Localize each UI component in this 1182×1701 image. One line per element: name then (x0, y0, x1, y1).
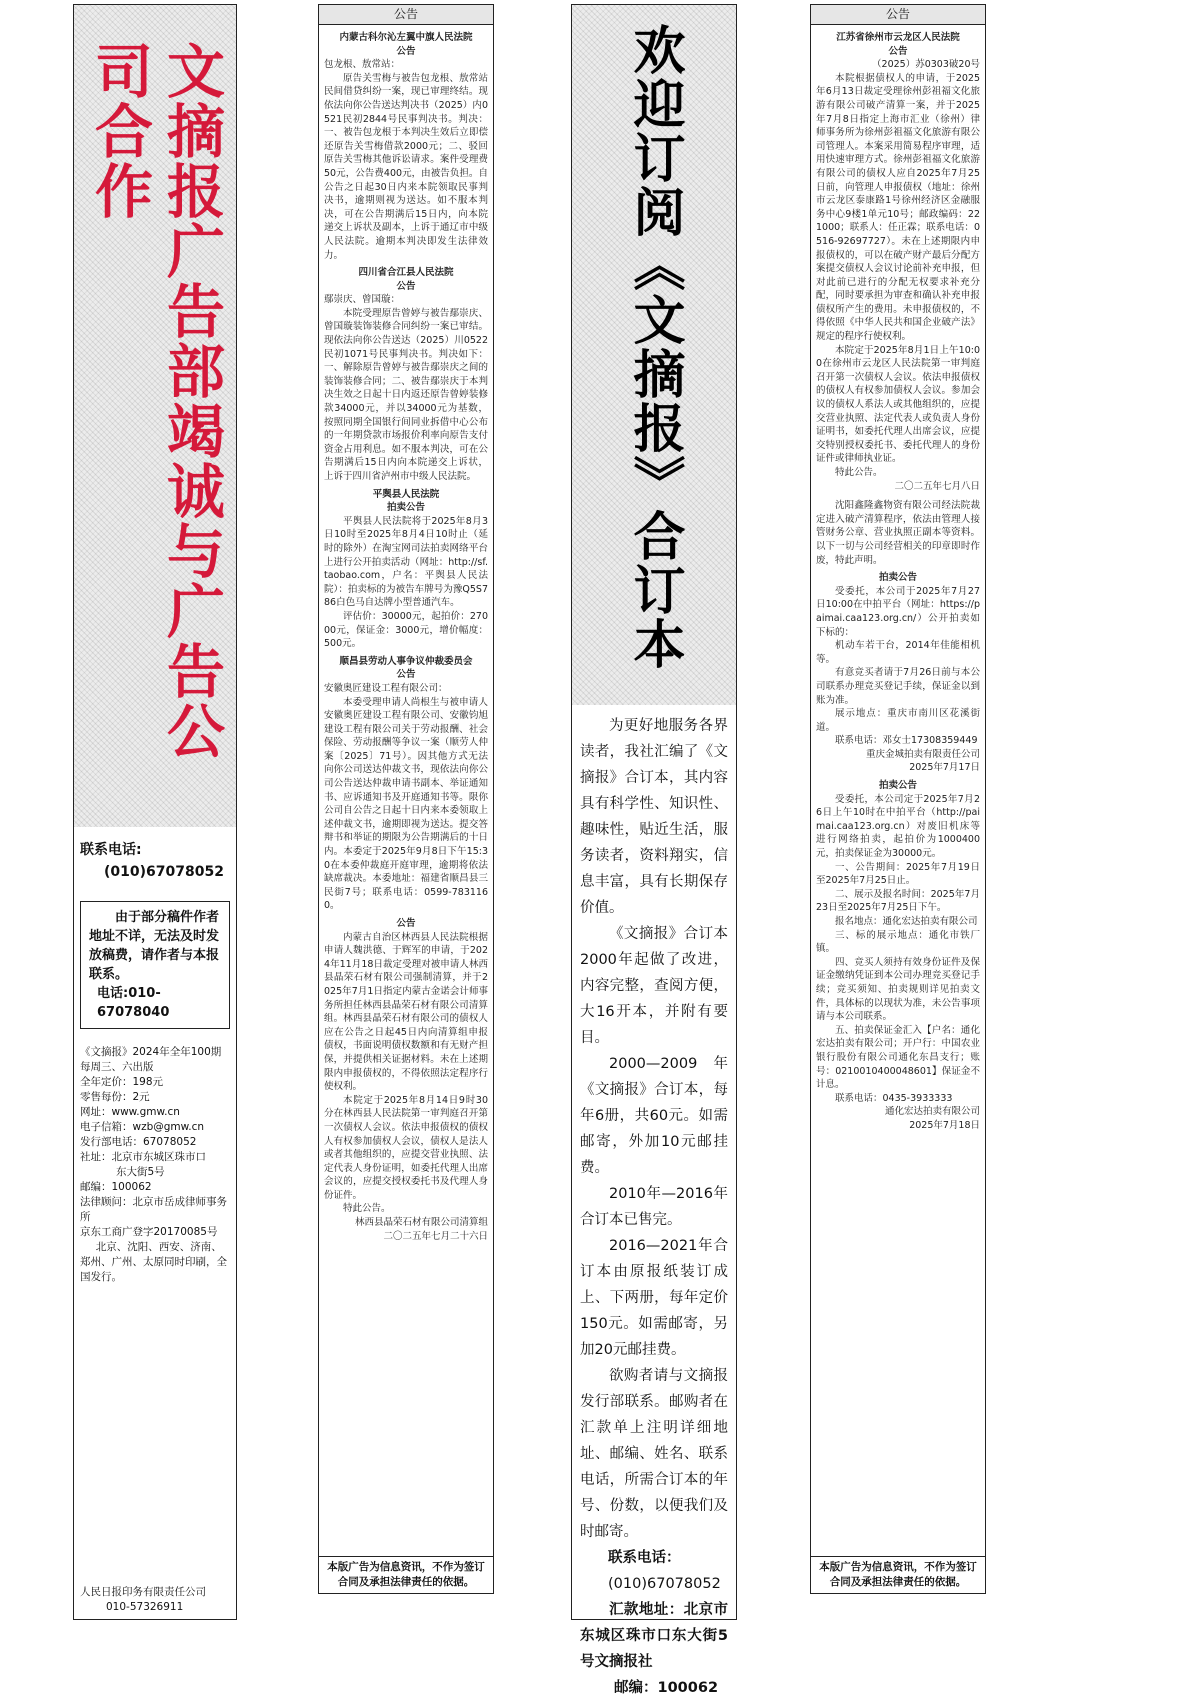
notices-body (319, 25, 493, 1245)
notice-date: 二〇二五年七月二十六日 (383, 1230, 488, 1242)
remit-label: 汇款地址： (609, 1602, 684, 1618)
contact-label: 联系电话: (80, 842, 142, 858)
notice-contact: 联系电话：邓女士17308359449 (835, 735, 978, 747)
info-line: 每周三、六出版 (80, 1061, 154, 1073)
subscription-text (572, 705, 736, 1701)
footer-printer (74, 1585, 236, 1615)
zip-code: 邮编：100062 (614, 1680, 719, 1696)
disclaimer: 本版广告为信息资讯，不作为签订合同及承担法律责任的依据。 (811, 1556, 985, 1593)
notice-company: 重庆金城拍卖有限责任公司 (865, 748, 980, 760)
ad-column-1 (73, 4, 237, 1620)
notice-body: 本院受理原告曾婷与被告鄢崇庆、曾国璇装饰装修合同纠纷一案已审结。现依法向你公告送达（2025）川0522民初1071号民事判决书。判决如下：一、解除原告曾婷与被告鄢崇庆之间的装饰装修合同；二、被告鄢崇庆于本判决生效之日起十日内返还原告曾婷装修款34000元，并以34000元为基数，按照同期全国银行间同业拆借中心公布的一年期贷款市场报价利率向原告支付资金占用利息。如不服本判决，可在公告期满后15日内向本院递交上诉状，上诉于四川省泸州市中级人民法院。 (324, 307, 488, 482)
info-line: 北京、沈阳、西安、济南、郑州、广州、太原同时印刷，全国发行。 (80, 1241, 227, 1283)
notice-line: 二、展示及报名时间：2025年7月23日至2025年7月25日下午。 (816, 888, 980, 914)
subscription-headline-area (572, 5, 736, 705)
notice-body: 本院定于2025年8月1日上午10:00在徐州市云龙区人民法院第一审判庭召开第一次债权人会议。依法申报债权的债权人有权参加债权人会议。参加会议的债权人系法人或其他组织的，应提交营业执照、法定代表人或负责人身份证明书，如委托代理人出席会议，应提交特别授权委托书、委托代理人的身份证件或律师执业证。 (816, 344, 980, 465)
info-line: 邮编：100062 (80, 1181, 152, 1193)
info-line: 京东工商广登字20170085号 (80, 1226, 218, 1238)
notice-title: 公告 (396, 918, 416, 929)
notice-body: 本委受理申请人尚根生与被申请人安徽奥匠建设工程有限公司、安徽钧旭建设工程有限公司关于劳动报酬、社会保险、劳动报酬等争议一案（顺劳人仲案〔2025〕71号）。因其他方式无法向你公司送达仲裁文书，现依法向你公司公告送达仲裁申请书副本、举证通知书、应诉通知书及开庭通知书等。限你公司自公告之日起十日内来本委领取上述仲裁文书，逾期即视为送达。提交答辩书和举证的期限为公告期满后的十日内。本委定于2025年9月8日下午15:30在本委仲裁庭开庭审理，逾期将依法缺席裁决。本委地址：福建省顺昌县三民街7号；联系电话：0599-7831160。 (324, 696, 488, 912)
notice-column-2 (318, 4, 494, 1594)
printer-phone: 010-57326911 (106, 1601, 184, 1613)
notice-body: 受委托，本公司定于2025年7月26日上午10时在中拍平台（http://paimai.caa123.org.cn）对废旧机床等进行网络拍卖，起拍价为1000400元，拍卖保证金为30000元。 (816, 793, 980, 860)
notice-line: 五、拍卖保证金汇入【户名：通化宏达拍卖有限公司；开户行：中国农业银行股份有限公司通化东昌支行；账号：0210010400048601】保证金不计息。 (816, 1024, 980, 1091)
notice-address: 展示地点：重庆市南川区花溪街道。 (816, 708, 980, 733)
info-line: 网址：www.gmw.cn (80, 1106, 180, 1118)
notice-phone: 电话:010-67078040 (97, 986, 170, 1020)
notice-body: 本院定于2025年8月14日9时30分在林西县人民法院第一审判庭召开第一次债权人会议。依法申报债权的债权人有权参加债权人会议，债权人是法人或者其他组织的，应提交营业执照、法定代表人身份证明，如委托代理人出席会议的，应提交授权委托书及代理人身份证件。 (324, 1094, 488, 1201)
notice-title: 公告 (396, 280, 416, 292)
contact-phone: (010)67078052 (104, 864, 224, 880)
paragraph: 2000—2009年《文摘报》合订本，每年6册，共60元。如需邮寄，外加10元邮挂费。 (580, 1056, 728, 1176)
notice-item: 机动车若干台，2014年佳能相机等。 (816, 640, 980, 665)
notice-column-4 (810, 4, 986, 1594)
ad-headline: 文摘报广告部竭诚与广告公司合作 (85, 41, 225, 761)
notice-sign: 特此公告。 (343, 1203, 391, 1215)
notice-title: 拍卖公告 (386, 502, 425, 514)
notice-company: 通化宏达拍卖有限公司 (884, 1106, 980, 1118)
notice-body: 原告关雪梅与被告包龙根、敖常站民间借贷纠纷一案，现已审理终结。现依法向你公告送达判决书（2025）内0521民初2844号民事判决书。判决：一、被告包龙根于本判决生效后立即偿还原告关雪梅借款2000元；二、驳回原告关雪梅其他诉讼请求。案件受理费50元，公告费400元，由被告负担。自公告之日起30日内来本院领取民事判决书，逾期则视为送达。如不服本判决，可在公告期满后15日内，向本院递交上诉状及副本，上诉于通辽市中级人民法院。逾期本判决即发生法律效力。 (324, 72, 488, 261)
notice-court: 平舆县人民法院 (372, 488, 440, 500)
info-line: 《文摘报》2024年全年100期 (80, 1046, 222, 1058)
subscription-headline: 欢迎订阅《文摘报》合订本 (624, 23, 684, 671)
notice-title: 公告 (888, 45, 908, 57)
info-line: 社址：北京市东城区珠市口 (80, 1151, 206, 1163)
notice-sign: 特此公告。 (835, 467, 883, 478)
contact-label: 联系电话： (608, 1550, 681, 1566)
headline-area (74, 5, 236, 827)
subscription-column (571, 4, 737, 1696)
notice-signer: 林西县晶荣石材有限公司清算组 (354, 1217, 488, 1229)
notice-body: 平舆县人民法院将于2025年8月3日10时至2025年8月4日10时止（延时的除外）在淘宝网司法拍卖网络平台上进行公开拍卖活动（网址：http://sf.taobao.com，户名：平舆县人民法院）：拍卖标的为被告车牌号为豫Q5S786白色马自达牌小型普通汽车。 (324, 515, 488, 609)
notice-court: 江苏省徐州市云龙区人民法院 (836, 32, 960, 43)
notice-court: 内蒙古科尔沁左翼中旗人民法院 (339, 32, 473, 43)
paragraph: 2016—2021年合订本由原报纸装订成上、下两册，每年定价150元。如需邮寄，另加20元邮挂费。 (580, 1238, 728, 1358)
remit-value: 北京市东城区珠市口东大街5号文摘报社 (580, 1602, 729, 1670)
column-header: 公告 (319, 5, 493, 25)
notice-body: 受委托，本公司于2025年7月27日10:00在中拍平台（网址：https://paimai.caa123.org.cn/）公开拍卖如下标的： (816, 585, 980, 638)
author-notice (80, 901, 230, 1029)
disclaimer: 本版广告为信息资讯，不作为签订合同及承担法律责任的依据。 (319, 1556, 493, 1593)
paragraph: 《文摘报》合订本2000年起做了改进，内容完整，查阅方便，大16开本，并附有要目。 (580, 926, 728, 1046)
paragraph: 2010年—2016年合订本已售完。 (580, 1186, 728, 1228)
info-line: 法律顾问：北京市岳成律师事务所 (80, 1196, 227, 1223)
printer-name: 人民日报印务有限责任公司 (80, 1586, 206, 1598)
info-line: 零售每份：2元 (80, 1091, 150, 1103)
notice-line: 三、标的展示地点：通化市铁厂镇。 (816, 929, 980, 955)
notice-court: 四川省合江县人民法院 (358, 267, 454, 279)
info-line: 发行部电话：67078052 (80, 1136, 197, 1148)
publication-info (74, 1045, 236, 1285)
notice-case-number: （2025）苏0303破20号 (872, 59, 980, 71)
notice-title: 拍卖公告 (878, 572, 917, 584)
contact-block (74, 827, 236, 891)
paragraph: 为更好地服务各界读者，我社汇编了《文摘报》合订本，其内容具有科学性、知识性、趣味性，贴近生活，服务读者，资料翔实，信息丰富，具有长期保存价值。 (580, 718, 728, 916)
notice-date: 2025年7月18日 (909, 1119, 980, 1131)
notice-price: 评估价：30000元，起拍价：27000元，保证金：3000元，增价幅度：500元。 (324, 610, 488, 650)
notice-title: 拍卖公告 (878, 780, 917, 792)
notice-line: 报名地点：通化宏达拍卖有限公司 (835, 916, 978, 927)
notice-addressee: 鄢崇庆、曾国璇： (324, 294, 401, 306)
notice-line: 一、公告期间：2025年7月19日至2025年7月25日止。 (816, 861, 980, 887)
column-header: 公告 (811, 5, 985, 25)
notice-line: 四、竞买人须持有效身份证件及保证金缴纳凭证到本公司办理竞买登记手续；竞买须知、拍卖规则详见拍卖文件，具体标的以现状为准，未公告事项请与本公司联系。 (816, 956, 980, 1023)
notice-title: 公告 (396, 669, 416, 681)
notice-body: 沈阳鑫隆鑫物资有限公司经法院裁定进入破产清算程序，依法由管理人接管财务公章、营业执照正副本等资料。以下一切与公司经营相关的印章即时作废，特此声明。 (816, 500, 980, 566)
notice-text: 由于部分稿件作者地址不详，无法及时发放稿费，请作者与本报联系。 (89, 910, 220, 982)
info-line: 东大街5号 (116, 1166, 165, 1178)
notice-body: 本院根据债权人的申请，于2025年6月13日裁定受理徐州彭祖福文化旅游有限公司破产清算一案，并于2025年7月8日指定上海市汇业（徐州）律师事务所为徐州彭祖福文化旅游有限公司管理人。本案采用简易程序审理，适用快速审理方式。徐州彭祖福文化旅游有限公司的债权人应自2025年7月25日前，向管理人申报债权（地址：徐州市云龙区泰康路1号徐州经济区金融服务中心9楼1单元10号；邮政编码：221000；联系人：任正霖；联系电话：0516-92697727）。未在上述期限内申报债权的，可以在破产财产最后分配方案提交债权人会议讨论前补充申报，但对此前已进行的分配无权要求补充分配，同时要承担为审查和确认补充申报债权所产生的费用。未申报债权的，不得依照《中华人民共和国企业破产法》规定的程序行使权利。 (816, 72, 980, 343)
remit-address (580, 1597, 728, 1675)
notice-title: 公告 (396, 45, 416, 57)
paragraph: 欲购者请与文摘报发行部联系。邮购者在汇款单上注明详细地址、邮编、姓名、联系电话，所需合订本的年号、份数，以便我们及时邮寄。 (580, 1368, 728, 1540)
notice-date: 二〇二五年七月八日 (894, 480, 980, 492)
notice-line: 联系电话：0435-3933333 (835, 1092, 953, 1104)
notice-court: 顺昌县劳动人事争议仲裁委员会 (339, 655, 473, 667)
notice-addressee: 包龙根、敖常站： (324, 59, 401, 71)
info-line: 电子信箱：wzb@gmw.cn (80, 1121, 205, 1133)
notice-body: 内蒙古自治区林西县人民法院根据申请人魏洪德、于辉军的申请，于2024年11月18日裁定受理对被申请人林西县晶荣石材有限公司强制清算，并于2025年7月1日指定内蒙古金诺会计师事务所担任林西县晶荣石材有限公司清算组。林西县晶荣石材有限公司的债权人应在公告之日起45日内向清算组申报债权，书面说明债权数额和有无财产担保，并提供相关证据材料。未在上述期限内申报债权的，不得依照法定程序行使权利。 (324, 931, 488, 1093)
info-line: 全年定价：198元 (80, 1076, 164, 1088)
contact-phone: (010)67078052 (608, 1576, 721, 1592)
notice-body: 有意竞买者请于7月26日前与本公司联系办理竞买登记手续，保证金以到账为准。 (816, 667, 980, 706)
notice-addressee: 安徽奥匠建设工程有限公司： (324, 682, 448, 694)
notice-date: 2025年7月17日 (909, 762, 980, 774)
notices-body (811, 25, 985, 1135)
